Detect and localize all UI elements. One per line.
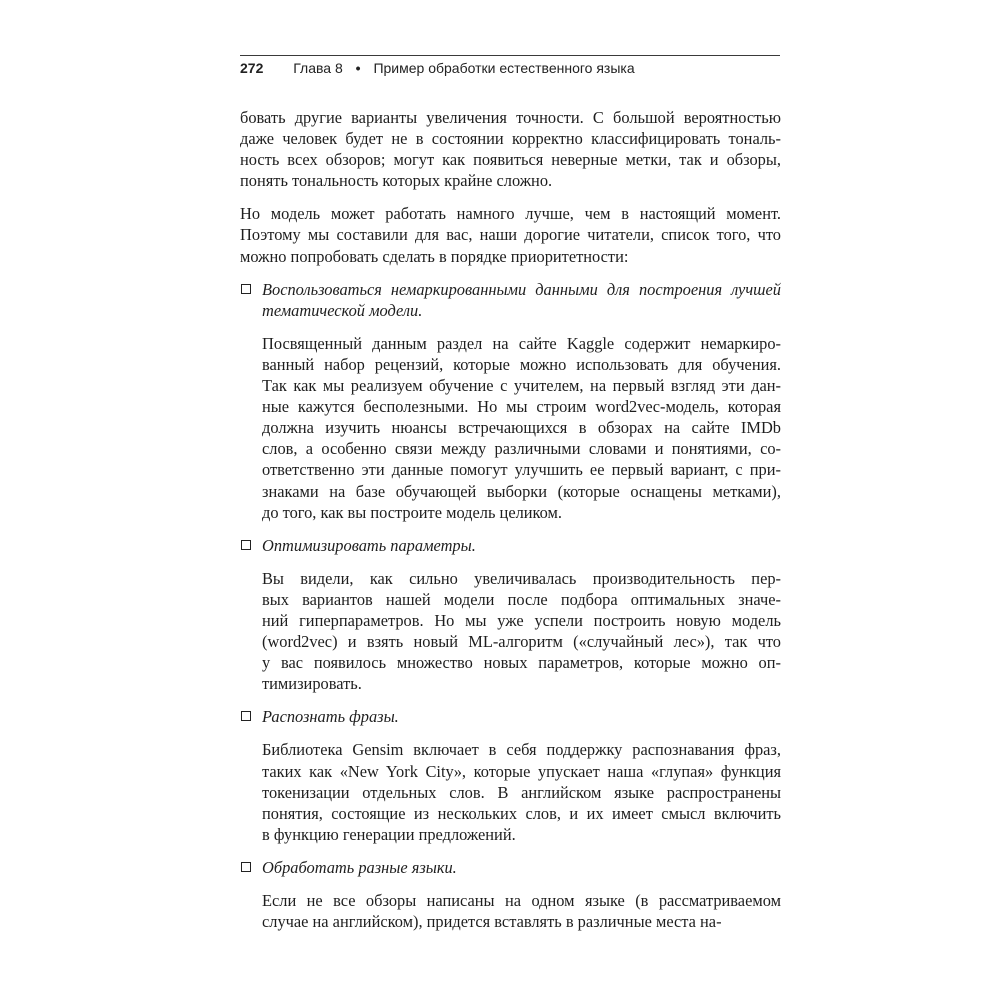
text-line: даже человек будет не в состоянии корректно классифицировать тональ- bbox=[240, 129, 781, 149]
checkbox-bullet-icon bbox=[241, 284, 251, 294]
paragraph-gap bbox=[240, 727, 781, 739]
text-line: ответственно эти данные помогут улучшить ее первый вариант, с при- bbox=[262, 460, 781, 480]
text-line: понятия, состоящие из нескольких слов, и их имеет смысл включить bbox=[262, 803, 781, 823]
paragraph-gap bbox=[240, 191, 781, 203]
text-line: ные кажутся бесполезными. Но мы строим word2vec-модель, которая bbox=[262, 397, 781, 417]
text-line: Распознать фразы. bbox=[262, 707, 399, 727]
text-line: токенизации отдельных слов. В английском языке распространены bbox=[262, 782, 781, 802]
text-line: должна изучить нюансы встречающихся в обзорах на сайте IMDb bbox=[262, 418, 781, 438]
text-line: знаками на базе обучающей выборки (которые оснащены метками), bbox=[262, 481, 781, 501]
text-line: Посвященный данным раздел на сайте Kaggle содержит немаркиро- bbox=[262, 333, 781, 353]
text-line: ность всех обзоров; могут как появиться неверные метки, так и обзоры, bbox=[240, 150, 781, 170]
text-line: понять тональность которых крайне сложно. bbox=[240, 171, 553, 191]
page-number: 272 bbox=[240, 60, 264, 76]
text-line: тематической модели. bbox=[262, 300, 423, 320]
checkbox-bullet-icon bbox=[241, 862, 251, 872]
bullet-description bbox=[240, 739, 781, 844]
paragraph-gap bbox=[240, 267, 781, 279]
text-line: случае на английском), придется вставлять в различные места на- bbox=[262, 912, 722, 932]
paragraph-gap bbox=[240, 694, 781, 706]
text-line: ний гиперпараметров. Но мы уже успели построить новую модель bbox=[262, 610, 781, 630]
paragraph-gap bbox=[240, 321, 781, 333]
bullet-item bbox=[240, 279, 781, 321]
paragraph-gap bbox=[240, 523, 781, 535]
text-line: до того, как вы построите модель целиком. bbox=[262, 502, 563, 522]
text-line: Поэтому мы составили для вас, наши дорогие читатели, список того, что bbox=[240, 225, 781, 245]
bullet-description bbox=[240, 333, 781, 523]
bullet-description bbox=[240, 890, 781, 932]
text-line: тимизировать. bbox=[262, 674, 362, 694]
chapter-label: Глава 8 bbox=[293, 60, 343, 76]
paragraph-gap bbox=[240, 556, 781, 568]
text-line: Но модель может работать намного лучше, чем в настоящий момент. bbox=[240, 204, 781, 224]
text-line: бовать другие варианты увеличения точности. С большой вероятностью bbox=[240, 108, 781, 127]
paragraph-gap bbox=[240, 878, 781, 890]
bullet-item bbox=[240, 706, 781, 727]
bullet-item bbox=[240, 535, 781, 556]
chapter-title: Пример обработки естественного языка bbox=[373, 60, 635, 76]
paragraph bbox=[240, 203, 781, 266]
text-line: таких как «New York City», которые упускает наша «глупая» функция bbox=[262, 761, 781, 781]
bullet-description bbox=[240, 568, 781, 695]
text-line: можно попробовать сделать в порядке приоритетности: bbox=[240, 246, 629, 266]
text-line: Если не все обзоры написаны на одном языке (в рассматриваемом bbox=[262, 891, 781, 910]
text-line: Обработать разные языки. bbox=[262, 857, 457, 877]
text-line: слов, а особенно связи между различными словами и понятиями, со- bbox=[262, 439, 781, 459]
checkbox-bullet-icon bbox=[241, 540, 251, 550]
body-text bbox=[240, 107, 781, 932]
text-line: Вы видели, как сильно увеличивалась производительность пер- bbox=[262, 568, 781, 588]
checkbox-bullet-icon bbox=[241, 711, 251, 721]
text-line: Оптимизировать параметры. bbox=[262, 535, 476, 555]
text-line: Так как мы реализуем обучение с учителем, на первый взгляд эти дан- bbox=[262, 376, 781, 396]
text-line: Воспользоваться немаркированными данными для построения лучшей bbox=[262, 279, 781, 299]
text-line: ванный набор рецензий, которые можно использовать для обучения. bbox=[262, 354, 781, 374]
paragraph bbox=[240, 107, 781, 191]
text-line: (word2vec) и взять новый ML-алгоритм («случайный лес»), так что bbox=[262, 632, 781, 652]
running-header bbox=[240, 55, 780, 76]
text-line: вых вариантов нашей модели после подбора оптимальных значе- bbox=[262, 589, 781, 609]
header-separator: • bbox=[355, 60, 361, 76]
text-line: Библиотека Gensim включает в себя поддержку распознавания фраз, bbox=[262, 740, 781, 760]
text-line: у вас появилось множество новых параметров, которые можно оп- bbox=[262, 653, 781, 673]
text-line: в функцию генерации предложений. bbox=[262, 824, 516, 844]
bullet-item bbox=[240, 857, 781, 878]
paragraph-gap bbox=[240, 845, 781, 857]
